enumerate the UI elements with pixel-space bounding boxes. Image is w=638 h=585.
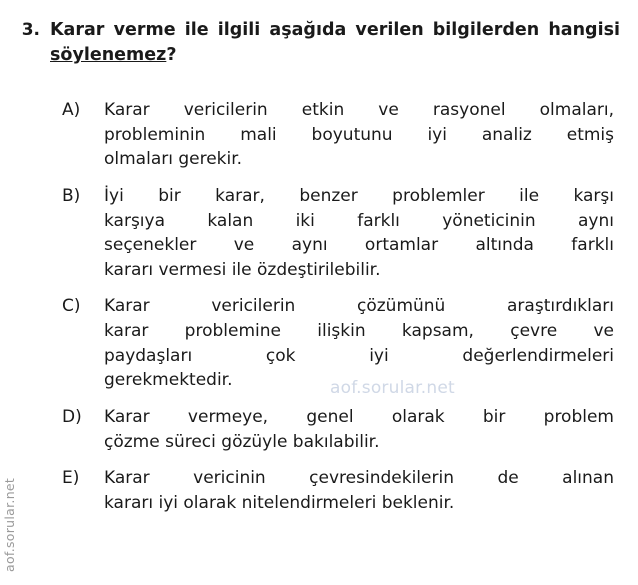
option-c-line-4: gerekmektedir. <box>104 370 233 391</box>
option-d-line-2: çözme süreci gözüyle bakılabilir. <box>104 431 380 452</box>
option-a-line-3: olmaları gerekir. <box>104 149 243 170</box>
option-a-letter: A) <box>62 100 81 120</box>
option-d[interactable] <box>62 405 614 454</box>
option-a-line-1: Karar vericilerin etkin ve rasyonel olmaları, <box>104 100 614 120</box>
question-text <box>50 18 620 68</box>
option-e-letter: E) <box>62 468 80 489</box>
options-list <box>62 98 614 528</box>
option-b-line-1: İyi bir karar, benzer problemler ile karşı <box>104 185 614 206</box>
option-d-text <box>104 405 614 454</box>
option-b[interactable] <box>62 184 614 283</box>
option-c-letter: C) <box>62 296 81 317</box>
option-d-letter: D) <box>62 407 82 428</box>
question-text-part1: Karar verme ile ilgili aşağıda verilen bilgilerden hangisi <box>50 20 620 40</box>
option-b-text <box>104 184 614 283</box>
option-c-line-2: karar problemine ilişkin kapsam, çevre ve <box>104 321 614 342</box>
side-watermark: aof.sorular.net <box>2 477 17 572</box>
option-e-line-1: Karar vericinin çevresindekilerin de alınan <box>104 468 614 489</box>
option-a-line-2: probleminin mali boyutunu iyi analiz etmiş <box>104 124 614 145</box>
option-b-letter: B) <box>62 185 81 206</box>
option-a[interactable] <box>62 98 614 172</box>
question-number: 3. <box>21 20 40 40</box>
option-e[interactable] <box>62 466 614 515</box>
question-text-part2: ? <box>166 44 177 65</box>
option-e-line-2: kararı iyi olarak nitelendirmeleri beklenir. <box>104 492 455 513</box>
option-b-line-3: seçenekler ve aynı ortamlar altında farklı <box>104 235 614 256</box>
question-block <box>20 18 620 68</box>
question-text-underlined: söylenemez <box>50 44 167 65</box>
option-d-line-1: Karar vermeye, genel olarak bir problem <box>104 407 614 428</box>
option-c-line-3: paydaşları çok iyi değerlendirmeleri <box>104 345 614 366</box>
option-c-text <box>104 294 614 393</box>
option-e-text <box>104 466 614 515</box>
option-b-line-2: karşıya kalan iki farklı yöneticinin aynı <box>104 210 614 231</box>
center-watermark: aof.sorular.net <box>330 378 455 398</box>
option-a-text <box>104 98 614 172</box>
option-b-line-4: kararı vermesi ile özdeştirilebilir. <box>104 259 381 280</box>
option-c[interactable] <box>62 294 614 393</box>
option-c-line-1: Karar vericilerin çözümünü araştırdıkları <box>104 296 614 317</box>
